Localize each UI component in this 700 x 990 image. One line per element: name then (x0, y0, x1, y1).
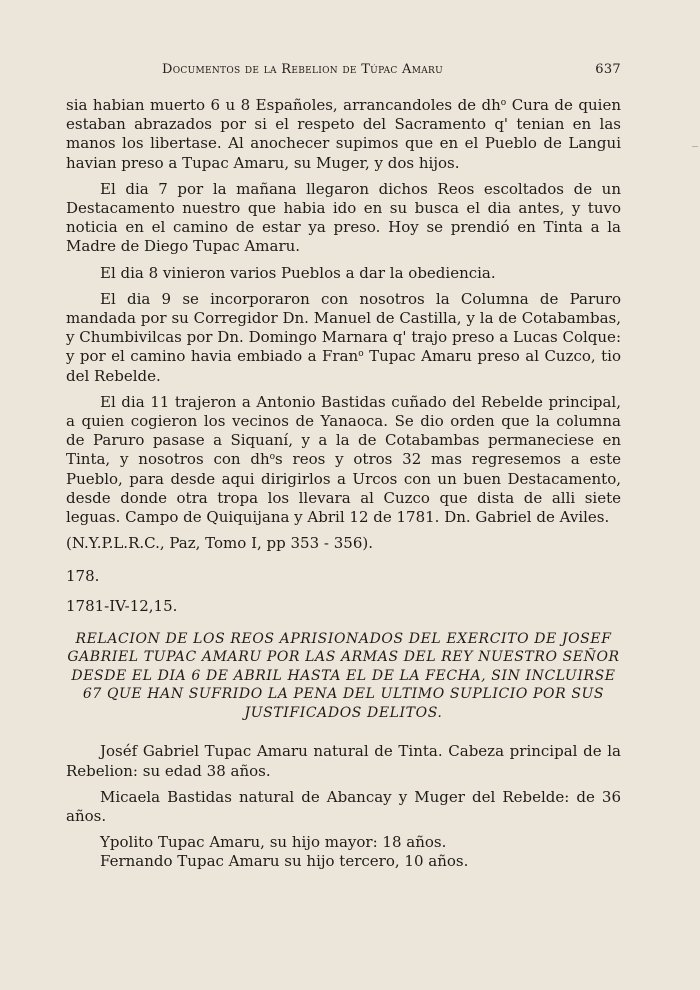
document-number: 178. (66, 567, 100, 586)
paragraph: sia habian muerto 6 u 8 Españoles, arrancandoles de $dh^o$ Cura de quien estaban abrazados por si el respeto del Sacramento q' tenian en las manos los libertase. Al anochecer supimos que en el Pueblo de Langui havian preso a Tupac Amaru, su Muger, y dos hijos. (66, 96, 621, 172)
running-header (66, 62, 621, 82)
list-item: Fernando Tupac Amaru su hijo tercero, 10 años. (100, 852, 469, 871)
page-number: 637 (595, 62, 621, 77)
list-item: Joséf Gabriel Tupac Amaru natural de Tinta. Cabeza principal de la Rebelion: su edad 38 años. (66, 742, 621, 780)
document-date: 1781-IV-12,15. (66, 596, 178, 615)
paragraph: El dia 9 se incorporaron con nosotros la Columna de Paruro mandada por su Corregidor Dn. Manuel de Castilla, y la de Cotabambas, y Chumbivilcas por Dn. Domingo Marnara q' trajo preso a Lucas Colque: y por el camino havia embiado a Fran$^o$ Tupac Amaru preso al Cuzco, tio del Rebelde. (66, 289, 621, 385)
page-body (66, 96, 621, 872)
list-item: Ypolito Tupac Amaru, su hijo mayor: 18 años. (100, 833, 447, 852)
margin-mark (692, 146, 698, 147)
paragraph: El dia 7 por la mañana llegaron dichos Reos escoltados de un Destacamento nuestro que habia ido en su busca el dia antes, y tuvo noticia en el camino de estar ya preso. Hoy se prendió en Tinta a la Madre de Diego Tupac Amaru. (66, 179, 621, 256)
paragraph: El dia 8 vinieron varios Pueblos a dar la obediencia. (100, 263, 496, 282)
paragraph: El dia 11 trajeron a Antonio Bastidas cuñado del Rebelde principal, a quien cogieron los vecinos de Yanaoca. Se dio orden que la columna de Paruro pasase a Siquaní, y a la de Cotabambas permaneciese en Tinta, y nosotros con $dh^os$ reos y otros 32 mas regresemos a este Pueblo, para desde aqui dirigirlos a Urcos con un buen Destacamento, desde donde otra tropa los llevara al Cuzco que dista de alli siete leguas. Campo de Quiquijana y Abril 12 de 1781. Dn. Gabriel de Aviles. (66, 392, 621, 527)
running-title: Documentos de la Rebelion de Túpac Amaru (162, 62, 443, 77)
list-item: Micaela Bastidas natural de Abancay y Muger del Rebelde: de 36 años. (66, 787, 621, 825)
citation: (N.Y.P.L.R.C., Paz, Tomo I, pp 353 - 356). (66, 534, 373, 553)
document-heading: RELACION DE LOS REOS APRISIONADOS DEL EXERCITO DE JOSEF GABRIEL TUPAC AMARU POR LAS ARMAS DEL REY NUESTRO SEÑOR DESDE EL DIA 6 DE ABRIL HASTA EL DE LA FECHA, SIN INCLUIRSE 67 QUE HAN SUFRIDO LA PENA DEL ULTIMO SUPLICIO POR SUS JUSTIFICADOS DELITOS. (67, 630, 620, 721)
